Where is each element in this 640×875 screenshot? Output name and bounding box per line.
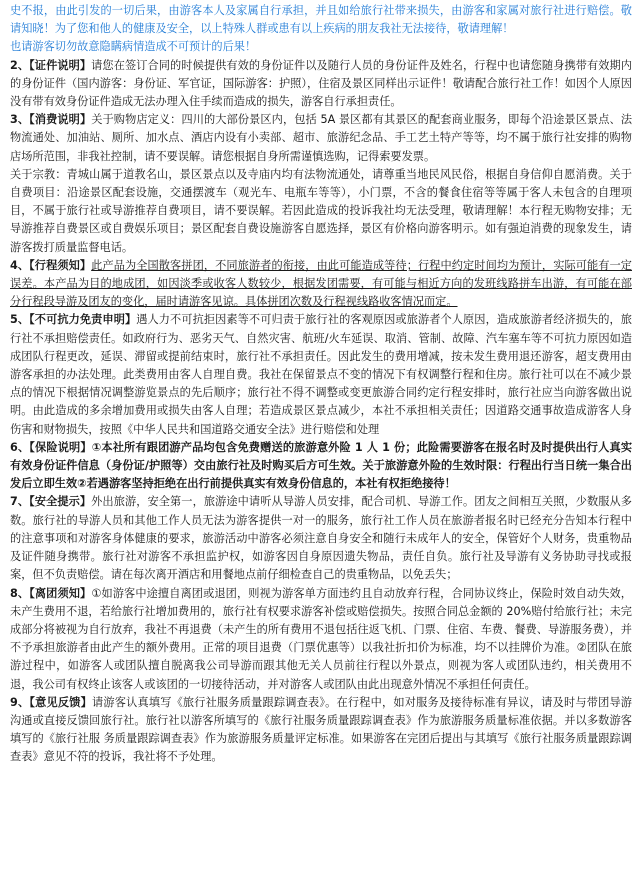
health-warning-text: 史不报，由此引发的一切后果，由游客本人及家属自行承担，并且如给旅行社带来损失，由游客和家属对旅行社进行赔偿。敬请知晓！为了您和他人的健康及安全，以上特殊人群或患有以上疾病的朋友我社无法接待，敬请理解！ [10,4,632,36]
section-feedback [10,694,632,767]
health-warning-note [10,38,632,56]
section-heading: 6、【保险说明】 [10,440,92,454]
health-warning-note-text: 也请游客切勿故意隐瞒病情造成不可预计的后果！ [10,40,257,54]
section-body: 关于购物店定义：四川的大部份景区内，包括 5A 景区都有其景区的配套商业服务，即每个沿途景区景点、法物流通处、加油站、厕所、加水点、酒店内设有小卖部、超市、旅游纪念品、手工艺土特产等等，均不属于旅行社安排的购物店场所范围，非我社控制，请不要误解。请您根据自身所需谨慎选购，记得索要发票。 [10,113,633,163]
section-itinerary-notice [10,257,632,312]
section-heading: 3、【消费说明】 [10,113,92,127]
section-body: ①本社所有跟团游产品均包含免费赠送的旅游意外险 1 人 1 份；此险需要游客在报名时及时提供出行人真实有效身份证件信息（身份证/护照等）交由旅行社及时购买后方可生效。关于旅游意外险的生效时限：行程出行当日统一集合出发后立即生效②若遇游客坚持拒绝在出行前提供真实有效身份信息的，本社有权拒绝接待！ [10,440,633,491]
section-body: ①如游客中途擅自离团或退团，则视为游客单方面违约且自动放弃行程，合同协议终止，保险时效自动失效，未产生费用不退，若给旅行社增加费用的，旅行社有权要求游客补偿或赔偿损失。按照合同总金额的 20%赔付给旅行社；未完成部分将被视为自行放弃，我社不再退费（未产生的所有费用不退包括往返飞机、门票、住宿、车费、餐费、导游服务费），并不予承担旅游者由此产生的额外费用。正常的项目退费（门票优惠等）以我社折扣价为标准，均不以挂牌价为准。②团队在旅游过程中，如游客人或团队擅自脱离我公司导游而跟其他无关人员前往行程以外景点，则视为客人或团队违约，相关费用不退，我公司有权终止该客人或该团的一切接待活动，并对游客人或团队由此出现意外情况不承担任何责任。 [10,586,632,691]
section-consumption [10,111,632,166]
section-body: 外出旅游，安全第一，旅游途中请听从导游人员安排，配合司机、导游工作。团友之间相互关照，少数服从多数。旅行社的导游人员和其他工作人员无法为游客提供一对一的服务，旅行社工作人员在旅游者报名时已经充分告知本行程中的注意事项和对游客身体健康的要求，旅游活动中游客必须注意自身安全和随行未成年人的安全，保管好个人财务，贵重物品及证件随身携带。旅行社对游客不承担监护权，如游客因自身原因遗失物品，责任自负。旅行社及导游有义务协助寻找或报案，但不负责赔偿。请在每次离开酒店和用餐地点前仔细检查自己的贵重物品，以免丢失； [10,495,632,582]
section-force-majeure [10,311,632,438]
section-body: 遇人力不可抗拒因素等不可归责于旅行社的客观原因或旅游者个人原因，造成旅游者经济损失的，旅行社不承担赔偿责任。如政府行为、恶劣天气、自然灾害、航班/火车延误、取消、管制、故障、汽车塞车等不可抗力原因如造成团队行程更改，延误、滞留或提前结束时，旅行社不承担责任。因此发生的费用增减，按未发生费用退还游客，超支费用由游客承担的办法处理。此类费用由客人自理自费。我社在保留景点不变的情况下有权调整行程和住房。旅行社可以在不减少景点的情况下根据情况调整游览景点的先后顺序；旅行社不得不调整或变更旅游合同约定行程安排时，旅行社应当向游客做出说明。由此造成的多余增加费用或损失由客人自理；若造成景区景点减少，本社不承担相关责任；因道路交通事故造成游客人身伤害和财物损失，按照《中华人民共和国道路交通安全法》进行赔偿和处理 [10,313,632,436]
health-warning-paragraph [10,2,632,38]
section-leaving-group [10,585,632,694]
section-heading: 4、【行程须知】 [10,258,92,272]
section-heading: 7、【安全提示】 [10,495,92,509]
section-heading: 8、【离团须知】 [10,586,92,600]
section-insurance [10,439,632,494]
section-body: 关于宗教：青城山属于道教名山，景区景点以及寺庙内均有法物流通处，请尊重当地民风民俗，根据自身信仰自愿消费。关于自费项目：沿途景区配套设施，交通摆渡车（观光车、电瓶车等等），小门票，不含的餐食住宿等等属于客人未包含的自理项目，不属于旅行社或导游推荐自费项目，请不要误解。若因此造成的投诉我社均无法受理，敬请理解！本行程无购物安排；无导游推荐自费景区或自费娱乐项目；景区配套自费设施游客自愿选择，景区有价格向游客明示。如有强迫消费的现象发生，请游客拨打质量监督电话。 [10,167,632,254]
section-heading: 9、【意见反馈】 [10,695,92,709]
section-safety [10,493,632,584]
section-id-documents [10,57,632,112]
section-consumption-continued [10,166,632,257]
section-body: 请您在签订合同的时候提供有效的身份证件以及随行人员的身份证件及姓名，行程中也请您随身携带有效期内的身份证件（国内游客：身份证、军官证，国际游客：护照），住宿及景区同样出示证件！敬请配合旅行社工作！如因个人原因没有带有效身份证件造成无法办理入住手续而造成的损失，游客自行承担责任。 [10,58,632,109]
section-body: 此产品为全国散客拼团，不同旅游者的衔接，由此可能造成等待；行程中约定时间均为预计，实际可能有一定误差。本产品为目的地成团，如因淡季或收客人数较少，根据发团需要，有可能与相近方向的发班线路拼车出游，有可能在部分行程段导游及团友的变化，届时请游客见谅。具体拼团次数及行程视线路收客情况而定。 [10,258,632,309]
section-heading: 2、【证件说明】 [10,58,92,72]
section-body: 请游客认真填写《旅行社服务质量跟踪调查表》。在行程中，如对服务及接待标准有异议，请及时与带团导游沟通或直接反馈回旅行社。旅行社以游客所填写的《旅行社服务质量跟踪调查表》作为旅游服务质量标准依据。并以多数游客填写的《旅行社服 务质量跟踪调查表》作为旅游服务质量评定标准。如果游客在完团后提出与其填写《旅行社服务质量跟踪调查表》意见不符的投诉，我社将不予处理。 [10,695,632,764]
section-heading: 5、【不可抗力免责申明】 [10,313,137,327]
